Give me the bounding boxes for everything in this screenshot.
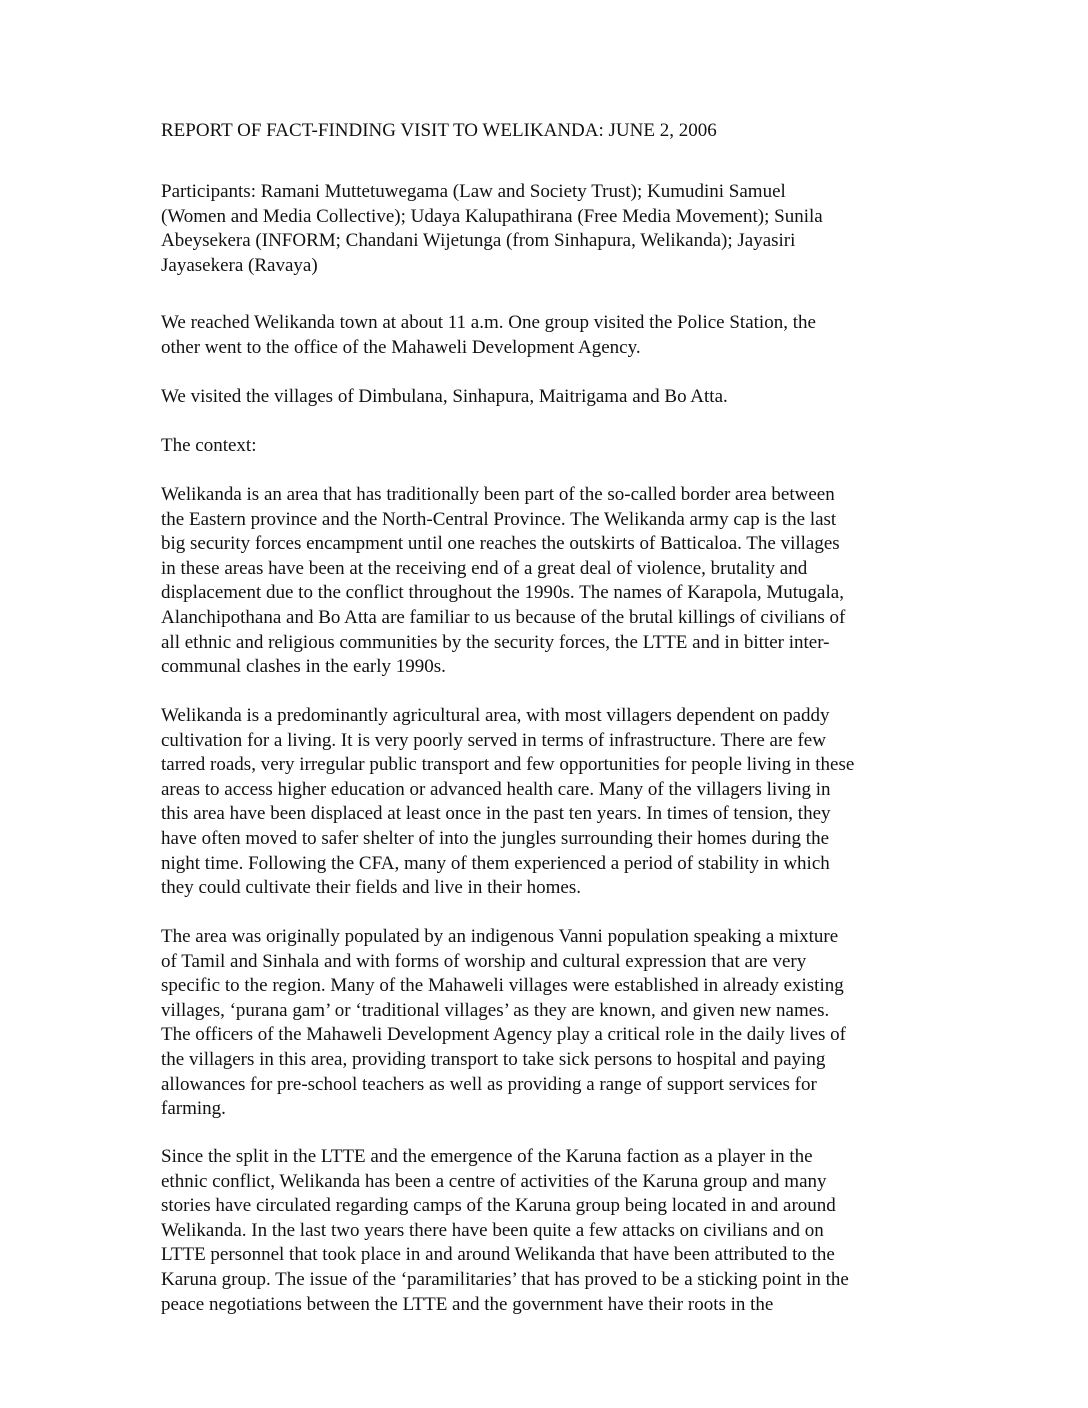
text-line: LTTE personnel that took place in and around Welikanda that have been attributed to the — [161, 1244, 835, 1266]
paragraph-context-1 — [161, 483, 951, 680]
paragraph-context-2 — [161, 704, 951, 901]
text-line: this area have been displaced at least once in the past ten years. In times of tension, they — [161, 803, 831, 825]
section-heading-context — [161, 434, 951, 459]
text-line: in these areas have been at the receiving end of a great deal of violence, brutality and — [161, 557, 808, 579]
text-line: Welikanda is an area that has traditionally been part of the so-called border area between — [161, 484, 835, 505]
text-line: of Tamil and Sinhala and with forms of worship and cultural expression that are very — [161, 950, 807, 972]
text-line: night time. Following the CFA, many of them experienced a period of stability in which — [161, 852, 830, 874]
text-line: Jayasekera (Ravaya) — [161, 254, 318, 276]
text-line: displacement due to the conflict throughout the 1990s. The names of Karapola, Mutugala, — [161, 582, 844, 604]
text-line: The area was originally populated by an indigenous Vanni population speaking a mixture — [161, 926, 839, 947]
text-line: cultivation for a living. It is very poorly served in terms of infrastructure. There are few — [161, 729, 826, 751]
text-line: ethnic conflict, Welikanda has been a centre of activities of the Karuna group and many — [161, 1170, 827, 1192]
paragraph-context-4 — [161, 1145, 951, 1317]
text-line: Since the split in the LTTE and the emergence of the Karuna faction as a player in the — [161, 1146, 813, 1167]
text-line: tarred roads, very irregular public transport and few opportunities for people living in these — [161, 754, 855, 776]
text-line: big security forces encampment until one reaches the outskirts of Batticaloa. The villages — [161, 533, 840, 555]
text-line: The context: — [161, 435, 257, 456]
text-line: communal clashes in the early 1990s. — [161, 656, 446, 678]
text-line: Abeysekera (INFORM; Chandani Wijetunga (from Sinhapura, Welikanda); Jayasiri — [161, 230, 796, 252]
text-line: Alanchipothana and Bo Atta are familiar to us because of the brutal killings of civilians of — [161, 606, 846, 628]
text-line: We visited the villages of Dimbulana, Sinhapura, Maitrigama and Bo Atta. — [161, 386, 728, 407]
text-line: Welikanda is a predominantly agricultural area, with most villagers dependent on paddy — [161, 705, 830, 726]
text-line: Karuna group. The issue of the ‘paramilitaries’ that has proved to be a sticking point in the — [161, 1268, 849, 1290]
text-line: the villagers in this area, providing transport to take sick persons to hospital and paying — [161, 1048, 826, 1070]
text-line: stories have circulated regarding camps of the Karuna group being located in and around — [161, 1195, 836, 1217]
text-line: farming. — [161, 1098, 226, 1120]
text-line: other went to the office of the Mahaweli Development Agency. — [161, 336, 641, 358]
text-line: allowances for pre-school teachers as well as providing a range of support services for — [161, 1073, 817, 1095]
text-line: have often moved to safer shelter of into the jungles surrounding their homes during the — [161, 827, 830, 849]
text-line: the Eastern province and the North-Central Province. The Welikanda army cap is the last — [161, 508, 837, 530]
text-line: We reached Welikanda town at about 11 a.m. One group visited the Police Station, the — [161, 312, 816, 333]
text-line: villages, ‘purana gam’ or ‘traditional villages’ as they are known, and given new names. — [161, 999, 830, 1021]
text-line: (Women and Media Collective); Udaya Kalupathirana (Free Media Movement); Sunila — [161, 205, 823, 227]
text-line: Participants: Ramani Muttetuwegama (Law and Society Trust); Kumudini Samuel — [161, 181, 786, 202]
text-line: The officers of the Mahaweli Development Agency play a critical role in the daily lives of — [161, 1024, 846, 1046]
text-line: they could cultivate their fields and live in their homes. — [161, 877, 581, 899]
text-line: specific to the region. Many of the Mahaweli villages were established in already existing — [161, 975, 844, 997]
paragraph-participants — [161, 180, 951, 278]
text-line: all ethnic and religious communities by the security forces, the LTTE and in bitter inter- — [161, 631, 830, 653]
paragraph-context-3 — [161, 925, 951, 1122]
text-line: areas to access higher education or advanced health care. Many of the villagers living in — [161, 778, 831, 800]
paragraph-arrival — [161, 311, 951, 360]
document-title: REPORT OF FACT-FINDING VISIT TO WELIKANDA: JUNE 2, 2006 — [161, 120, 717, 141]
text-line: peace negotiations between the LTTE and the government have their roots in the — [161, 1293, 774, 1315]
paragraph-villages — [161, 385, 951, 410]
text-line: Welikanda. In the last two years there have been quite a few attacks on civilians and on — [161, 1219, 824, 1241]
